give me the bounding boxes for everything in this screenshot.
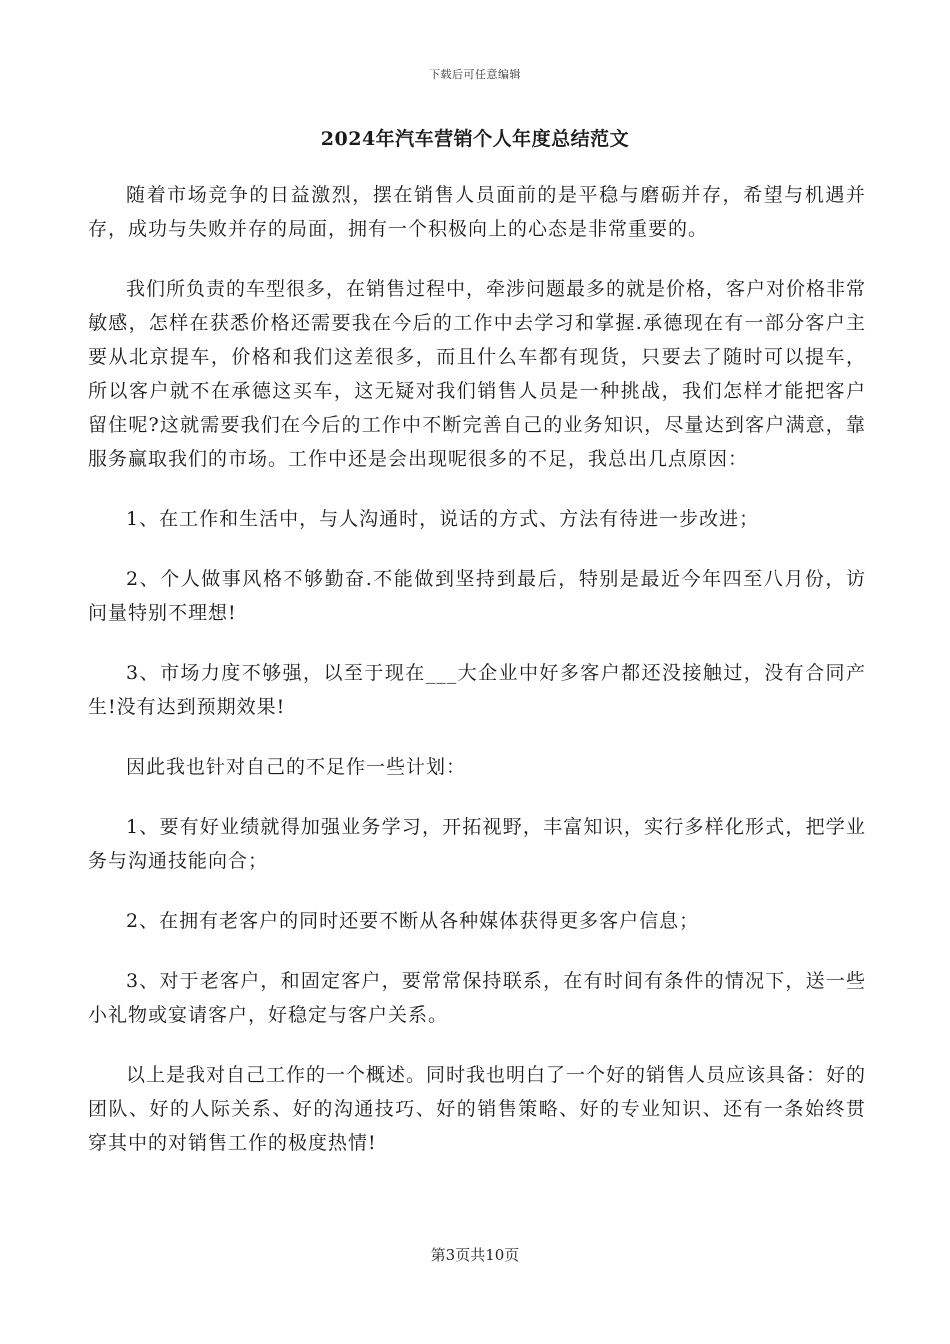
paragraph-plan-intro: 因此我也针对自己的不足作一些计划： xyxy=(126,756,467,778)
document-title: 2024年汽车营销个人年度总结范文 xyxy=(320,128,630,150)
paragraph-plan-3: 3、对于老客户，和固定客户，要常常保持联系，在有时间有条件的情况下，送一些小礼物或宴请客户，好稳定与客户关系。 xyxy=(88,970,866,1026)
paragraph-plan-2: 2、在拥有老客户的同时还要不断从各种媒体获得更多客户信息； xyxy=(126,910,700,932)
paragraph-pricing: 我们所负责的车型很多，在销售过程中，牵涉问题最多的就是价格，客户对价格非常敏感，怎样在获悉价格还需要我在今后的工作中去学习和掌握.承德现在有一部分客户主要从北京提车，价格和我们这差很多，而且什么车都有现货，只要去了随时可以提车，所以客户就不在承德这买车，这无疑对我们销售人员是一种挑战，我们怎样才能把客户留住呢?这就需要我们在今后的工作中不断完善自己的业务知识，尽量达到客户满意，靠服务赢取我们的市场。工作中还是会出现呢很多的不足，我总出几点原因： xyxy=(88,278,867,470)
paragraph-conclusion: 以上是我对自己工作的一个概述。同时我也明白了一个好的销售人员应该具备：好的团队、好的人际关系、好的沟通技巧、好的销售策略、好的专业知识、还有一条始终贯穿其中的对销售工作的极度热情! xyxy=(88,1064,867,1154)
paragraph-issue-1: 1、在工作和生活中，与人沟通时，说话的方式、方法有待进一步改进； xyxy=(126,508,760,530)
paragraph-issue-2: 2、个人做事风格不够勤奋.不能做到坚持到最后，特别是最近今年四至八月份，访问量特别不理想! xyxy=(88,568,866,624)
header-note: 下载后可任意编辑 xyxy=(429,68,521,81)
page-number-footer: 第3页共10页 xyxy=(430,1246,520,1264)
paragraph-plan-1: 1、要有好业绩就得加强业务学习，开拓视野，丰富知识，实行多样化形式，把学业务与沟通技能向合； xyxy=(88,816,866,872)
paragraph-issue-3: 3、市场力度不够强，以至于现在___大企业中好多客户都还没接触过，没有合同产生!没有达到预期效果! xyxy=(88,662,866,718)
document-body xyxy=(88,178,866,1186)
paragraph-intro: 随着市场竞争的日益激烈，摆在销售人员面前的是平稳与磨砺并存，希望与机遇并存，成功与失败并存的局面，拥有一个积极向上的心态是非常重要的。 xyxy=(88,184,866,240)
